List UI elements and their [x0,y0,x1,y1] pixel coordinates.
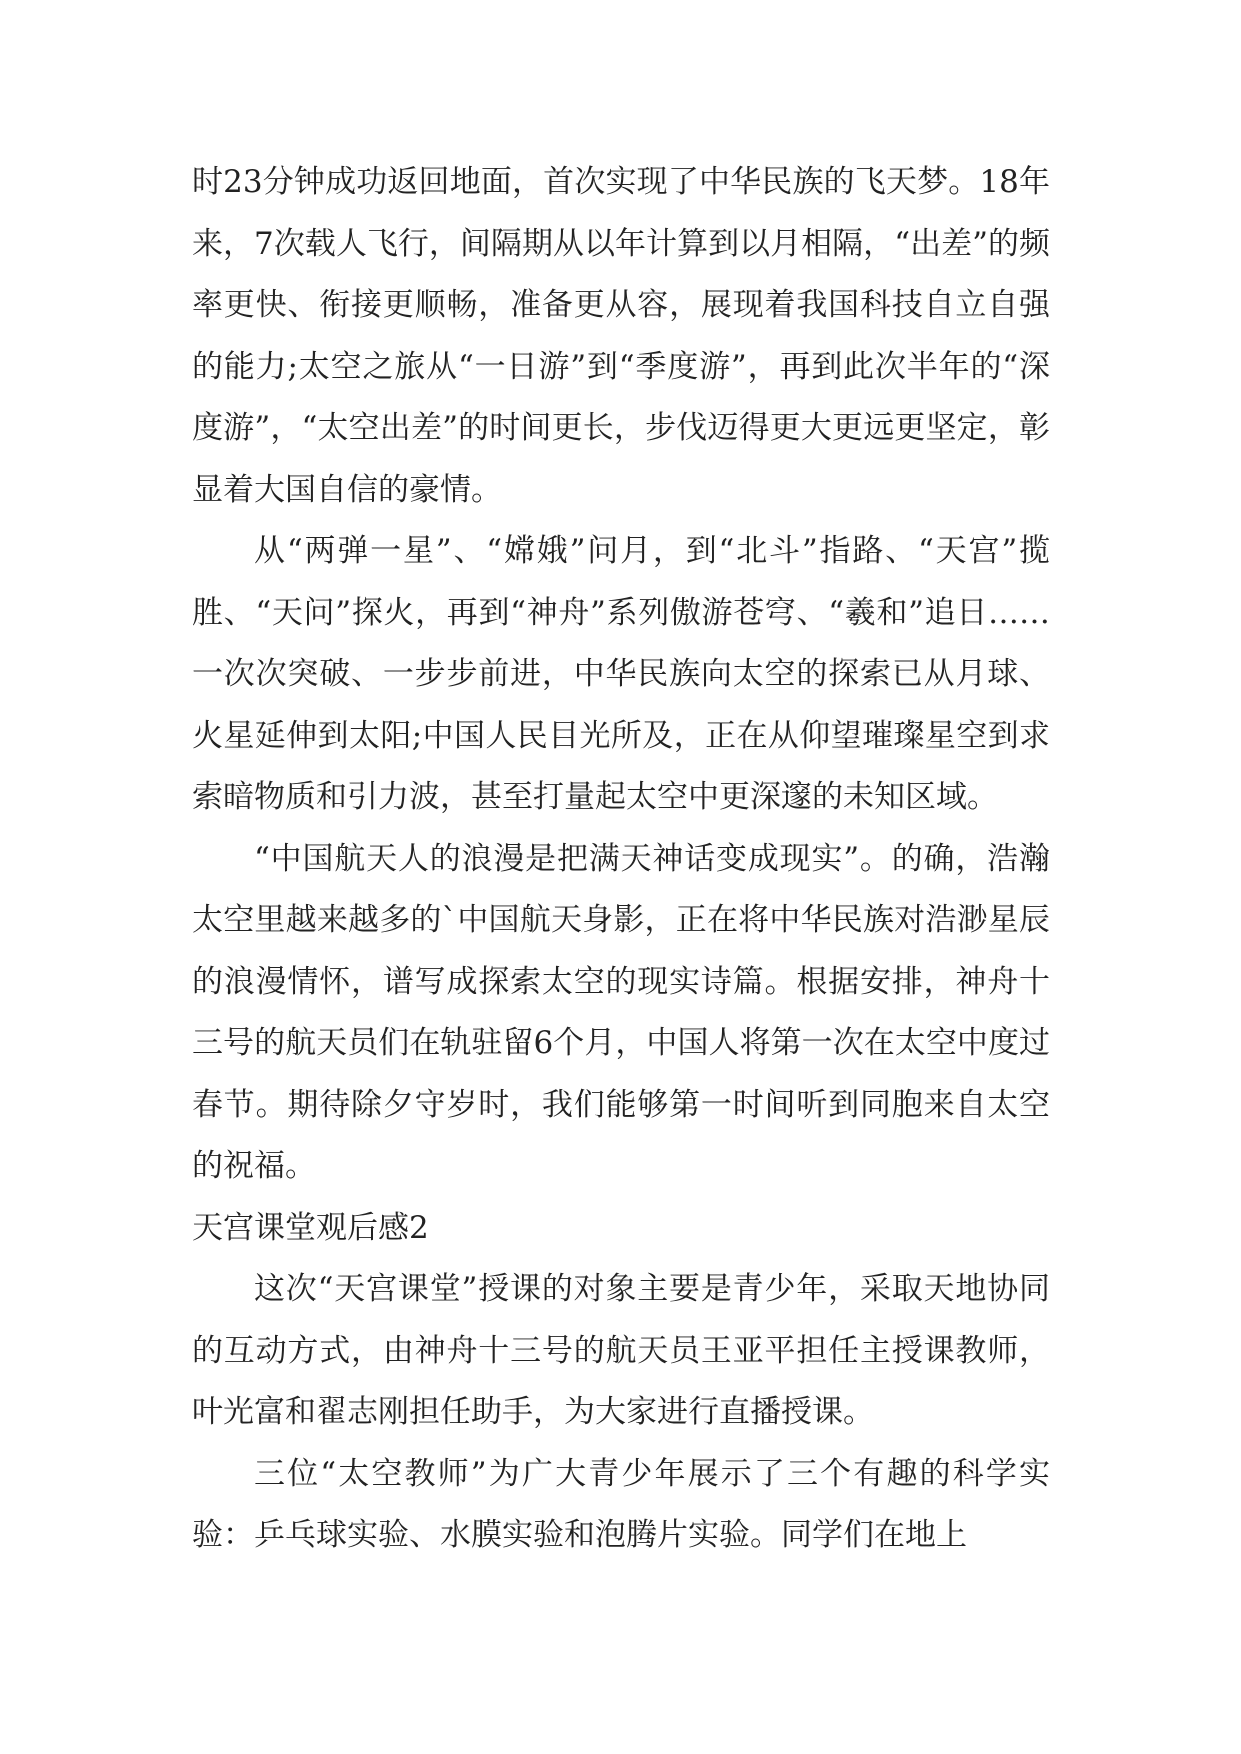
paragraph-2: 从“两弹一星”、“嫦娥”问月，到“北斗”指路、“天宫”揽胜、“天问”探火，再到“神舟”系列傲游苍穹、“羲和”追日……一次次突破、一步步前进，中华民族向太空的探索已从月球、火星延伸到太阳;中国人民目光所及，正在从仰望璀璨星空到求索暗物质和引力波，甚至打量起太空中更深邃的未知区域。 [192,533,1050,815]
paragraph-5: 三位“太空教师”为广大青少年展示了三个有趣的科学实验：乒乓球实验、水膜实验和泡腾片实验。同学们在地上 [192,1455,1050,1553]
section-title: 天宫课堂观后感2 [192,1209,429,1246]
paragraph-1: 时23分钟成功返回地面，首次实现了中华民族的飞天梦。18年来，7次载人飞行，间隔期从以年计算到以月相隔，“出差”的频率更快、衔接更顺畅，准备更从容，展现着我国科技自立自强的能力;太空之旅从“一日游”到“季度游”，再到此次半年的“深度游”，“太空出差”的时间更长，步伐迈得更大更远更坚定，彰显着大国自信的豪情。 [192,164,1050,508]
paragraph-3: “中国航天人的浪漫是把满天神话变成现实”。的确，浩瀚太空里越来越多的`中国航天身影，正在将中华民族对浩渺星辰的浪漫情怀，谱写成探索太空的现实诗篇。根据安排，神舟十三号的航天员们在轨驻留6个月，中国人将第一次在太空中度过春节。期待除夕守岁时，我们能够第一时间听到同胞来自太空的祝福。 [192,840,1050,1184]
document-body [192,152,1050,1567]
paragraph-4: 这次“天宫课堂”授课的对象主要是青少年，采取天地协同的互动方式，由神舟十三号的航天员王亚平担任主授课教师，叶光富和翟志刚担任助手，为大家进行直播授课。 [192,1271,1050,1430]
